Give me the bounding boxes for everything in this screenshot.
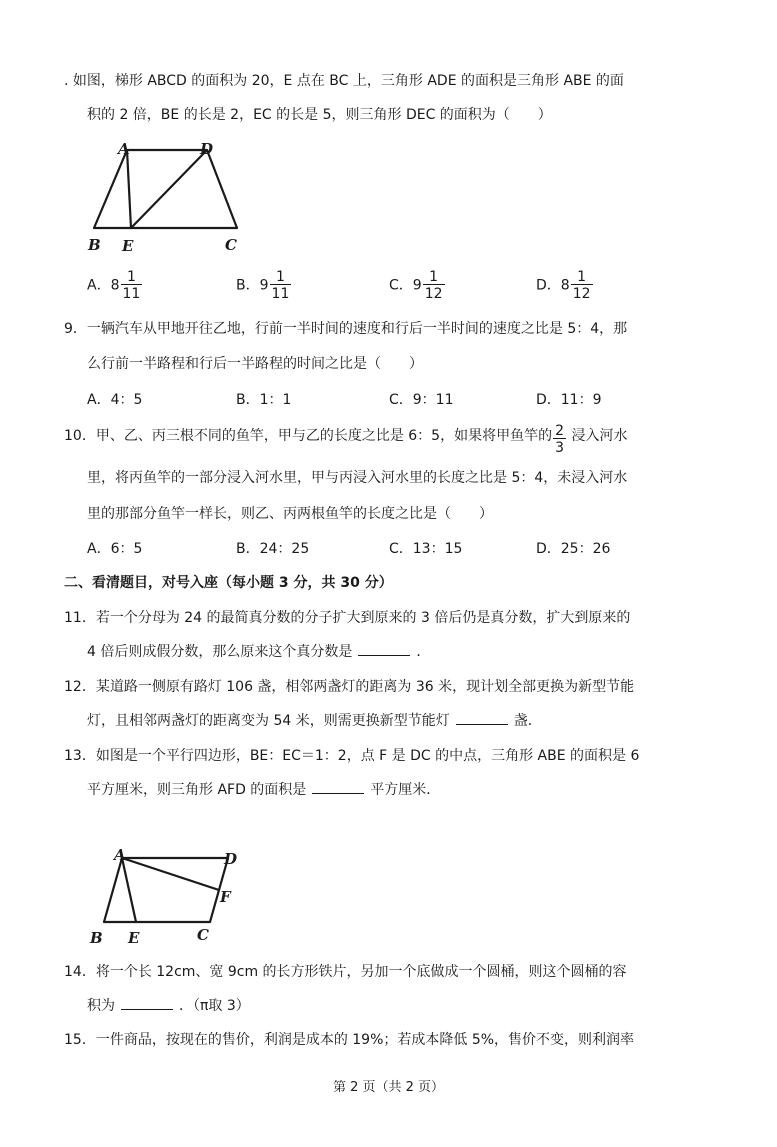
q14-line2: 积为 ．（π取 3） (87, 998, 250, 1014)
q13-label-c: C (197, 926, 209, 944)
q8-option-a: A．8 $\frac{1}{11}$ (87, 269, 141, 302)
q13-answer-blank[interactable] (312, 781, 364, 794)
q10-option-b: B．24：25 (236, 541, 310, 557)
q9-option-d: D．11：9 (536, 392, 602, 408)
q15-line1: 15．一件商品，按现在的售价，利润是成本的 19%；若成本降低 5%，售价不变，则利润率 (64, 1032, 635, 1048)
q11-line1: 11．若一个分母为 24 的最简真分数的分子扩大到原来的 3 倍后仍是真分数，扩大到原来的 (64, 610, 631, 626)
q13-label-f: F (220, 888, 231, 906)
page-footer: 第 2 页（共 2 页） (332, 1080, 445, 1095)
q8-option-d: D．8 $\frac{1}{12}$ (536, 269, 591, 302)
q9-line1: 9．一辆汽车从甲地开往乙地，行前一半时间的速度和行后一半时间的速度之比是 5：4，那 (64, 321, 628, 337)
q8-label-a: A (118, 140, 130, 158)
q14-line1: 14．将一个长 12cm、宽 9cm 的长方形铁片，另加一个底做成一个圆桶，则这个圆桶的容 (64, 964, 627, 980)
q14-answer-blank[interactable] (121, 997, 173, 1010)
q8-option-c: C．9 $\frac{1}{12}$ (389, 269, 443, 302)
q11-line2: 4 倍后则成假分数，那么原来这个真分数是 ． (87, 644, 431, 660)
q10-line2: 里，将丙鱼竿的一部分浸入河水里，甲与丙浸入河水里的长度之比是 5：4，未浸入河水 (87, 470, 628, 486)
q9-line2: 么行前一半路程和行后一半路程的时间之比是（ ） (87, 356, 423, 372)
q13-parallelogram-figure (86, 842, 246, 950)
q11-answer-blank[interactable] (358, 643, 410, 656)
q8-label-b: B (88, 236, 101, 254)
q10-line3: 里的那部分鱼竿一样长，则乙、丙两根鱼竿的长度之比是（ ） (87, 506, 493, 522)
q8-line2: 积的 2 倍，BE 的长是 2，EC 的长是 5，则三角形 DEC 的面积为（ ） (87, 107, 552, 123)
q8-option-b: B．9 $\frac{1}{11}$ (236, 269, 290, 302)
q10-option-a: A．6：5 (87, 541, 143, 557)
q13-label-a: A (114, 846, 126, 864)
q8-line1: . 如图，梯形 ABCD 的面积为 20，E 点在 BC 上，三角形 ADE 的面积是三角形 ABE 的面 (64, 73, 624, 89)
q13-label-d: D (224, 850, 238, 868)
q13-line2: 平方厘米，则三角形 AFD 的面积是 平方厘米． (87, 782, 441, 798)
q9-option-c: C．9：11 (389, 392, 454, 408)
q13-label-e: E (128, 929, 140, 947)
q8-label-d: D (200, 140, 214, 158)
q12-line1: 12．某道路一侧原有路灯 106 盏，相邻两盏灯的距离为 36 米，现计划全部更换为新型节能 (64, 679, 635, 695)
q8-label-e: E (122, 237, 134, 255)
q12-answer-blank[interactable] (456, 712, 508, 725)
q12-line2: 灯，且相邻两盏灯的距离变为 54 米，则需更换新型节能灯 盏． (87, 713, 542, 729)
section-2-heading: 二、看清题目，对号入座（每小题 3 分，共 30 分） (64, 575, 393, 591)
q10-option-c: C．13：15 (389, 541, 463, 557)
q8-trapezoid-figure (84, 138, 244, 258)
q13-line1: 13．如图是一个平行四边形，BE：EC＝1：2，点 F 是 DC 的中点，三角形 ABE 的面积是 6 (64, 748, 640, 764)
q9-option-a: A．4：5 (87, 392, 143, 408)
q10-option-d: D．25：26 (536, 541, 611, 557)
q8-label-c: C (225, 236, 237, 254)
q10-line1: 10．甲、乙、丙三根不同的鱼竿，甲与乙的长度之比是 6：5，如果将甲鱼竿的 $\frac{2}{3}$ 浸入河水 (64, 423, 628, 456)
q9-option-b: B．1：1 (236, 392, 292, 408)
q13-label-b: B (90, 929, 103, 947)
